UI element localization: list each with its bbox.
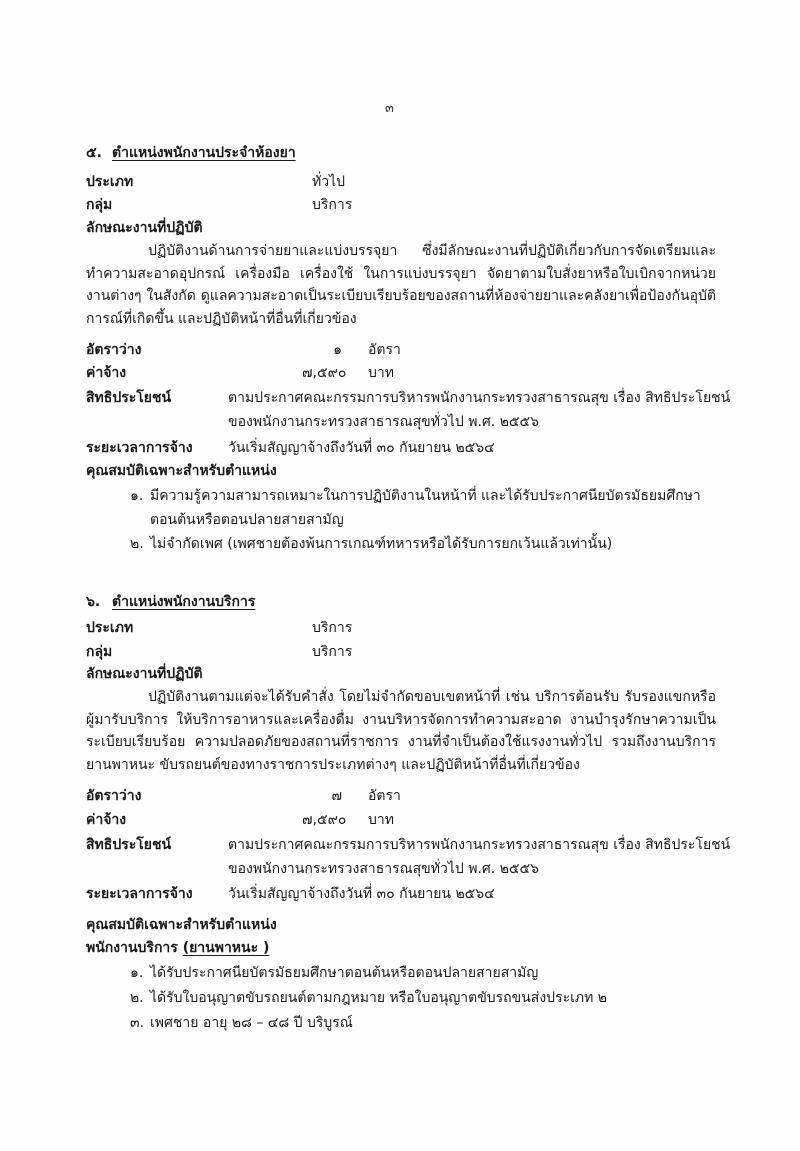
- qualification-item: ไม่จำกัดเพศ (เพศชายต้องพ้นการเกณฑ์ทหารหรือได้รับการยกเว้นแล้วเท่านั้น): [150, 536, 613, 552]
- period-value: วันเริ่มสัญญาจ้างถึงวันที่ ๓๐ กันยายน ๒๕๖๔: [228, 440, 495, 456]
- qualification-sublabel: พนักงานบริการ (ยานพาหนะ ): [86, 940, 270, 956]
- qualification-item: ได้รับใบอนุญาตขับรถยนต์ตามกฎหมาย หรือใบอนุญาตขับรถขนส่งประเภท ๒: [150, 990, 608, 1006]
- period-label: ระยะเวลาการจ้าง: [86, 440, 193, 456]
- wage-value: ๗,๕๙๐: [302, 365, 347, 381]
- section-title: ตำแหน่งพนักงานประจำห้องยา: [112, 145, 296, 161]
- wage-label: ค่าจ้าง: [86, 365, 127, 381]
- period-label: ระยะเวลาการจ้าง: [86, 886, 193, 902]
- qualification-item-cont: ตอนต้นหรือตอนปลายสายสามัญ: [150, 512, 344, 528]
- section-number: ๕.: [86, 145, 102, 161]
- group-value: บริการ: [312, 644, 353, 660]
- qualification-number: ๒.: [130, 990, 144, 1006]
- benefit-label: สิทธิประโยชน์: [86, 390, 172, 406]
- vacancy-unit: อัตรา: [368, 342, 401, 358]
- qualification-item: ได้รับประกาศนียบัตรมัธยมศึกษาตอนต้นหรือตอนปลายสายสามัญ: [150, 965, 539, 981]
- qualification-label: คุณสมบัติเฉพาะสำหรับตำแหน่ง: [86, 463, 277, 479]
- wage-unit: บาท: [368, 812, 394, 828]
- qualification-item: มีความรู้ความสามารถเหมาะในการปฏิบัติงานในหน้าที่ และได้รับประกาศนียบัตรมัธยมศึกษา: [150, 488, 701, 504]
- duty-label: ลักษณะงานที่ปฏิบัติ: [86, 666, 203, 682]
- vacancy-unit: อัตรา: [368, 788, 401, 804]
- wage-value: ๗,๕๙๐: [302, 812, 347, 828]
- qualification-item: เพศชาย อายุ ๒๘ – ๔๘ ปี บริบูรณ์: [150, 1015, 353, 1031]
- section-number: ๖.: [86, 594, 101, 610]
- benefit-line-1: ตามประกาศคณะกรรมการบริหารพนักงานกระทรวงสาธารณสุข เรื่อง สิทธิประโยชน์: [228, 390, 731, 406]
- vacancy-label: อัตราว่าง: [86, 342, 142, 358]
- section-title: ตำแหน่งพนักงานบริการ: [112, 594, 256, 610]
- wage-label: ค่าจ้าง: [86, 812, 127, 828]
- wage-unit: บาท: [368, 365, 394, 381]
- benefit-label: สิทธิประโยชน์: [86, 837, 172, 853]
- qualification-number: ๑.: [130, 965, 144, 981]
- group-label: กลุ่ม: [86, 644, 113, 660]
- qualification-label: คุณสมบัติเฉพาะสำหรับตำแหน่ง: [86, 917, 277, 933]
- vacancy-value: ๗: [331, 788, 342, 804]
- group-label: กลุ่ม: [86, 197, 113, 213]
- benefit-line-2: ของพนักงานกระทรวงสาธารณสุขทั่วไป พ.ศ. ๒๕๕๖: [228, 414, 539, 430]
- vacancy-value: ๑: [333, 342, 342, 358]
- qualification-number: ๒.: [130, 536, 144, 552]
- vacancy-label: อัตราว่าง: [86, 788, 142, 804]
- benefit-line-2: ของพนักงานกระทรวงสาธารณสุขทั่วไป พ.ศ. ๒๕๕๖: [228, 861, 539, 877]
- duty-description: ปฏิบัติงานตามแต่จะได้รับคำสั่ง โดยไม่จำกัดขอบเขตหน้าที่ เช่น บริการต้อนรับ รับรองแขกหรือผู้มารับบริการ ให้บริการอาหารและเครื่องดื่ม งานบริหารจัดการทำความสะอาด งานบำรุงรักษาความเป็นระเบียบเรียบร้อย ความปลอดภัยของสถานที่ราชการ งานที่จำเป็นต้องใช้แรงงานทั่วไป รวมถึงงานบริการยานพาหนะ ขับรถยนต์ของทางราชการประเภทต่างๆ และปฏิบัติหน้าที่อื่นที่เกี่ยวข้อง: [86, 689, 716, 773]
- type-value: ทั่วไป: [312, 174, 346, 190]
- period-value: วันเริ่มสัญญาจ้างถึงวันที่ ๓๐ กันยายน ๒๕๖๔: [228, 886, 495, 902]
- type-value: บริการ: [312, 620, 353, 636]
- benefit-line-1: ตามประกาศคณะกรรมการบริหารพนักงานกระทรวงสาธารณสุข เรื่อง สิทธิประโยชน์: [228, 837, 731, 853]
- duty-label: ลักษณะงานที่ปฏิบัติ: [86, 220, 203, 236]
- qualification-number: ๑.: [130, 488, 144, 504]
- group-value: บริการ: [312, 197, 353, 213]
- page-number: ๓: [385, 101, 394, 116]
- type-label: ประเภท: [86, 174, 134, 190]
- qualification-number: ๓.: [130, 1015, 145, 1031]
- type-label: ประเภท: [86, 620, 134, 636]
- duty-description: ปฏิบัติงานด้านการจ่ายยาและแบ่งบรรจุยา ซึ่งมีลักษณะงานที่ปฏิบัติเกี่ยวกับการจัดเตรียมและทำความสะอาดอุปกรณ์ เครื่องมือ เครื่องใช้ ในการแบ่งบรรจุยา จัดยาตามใบสั่งยาหรือใบเบิกจากหน่วยงานต่างๆ ในสังกัด ดูแลความสะอาดเป็นระเบียบเรียบร้อยของสถานที่ห้องจ่ายยาและคลังยาเพื่อป้องกันอุบัติการณ์ที่เกิดขึ้น และปฏิบัติหน้าที่อื่นที่เกี่ยวข้อง: [86, 243, 716, 327]
